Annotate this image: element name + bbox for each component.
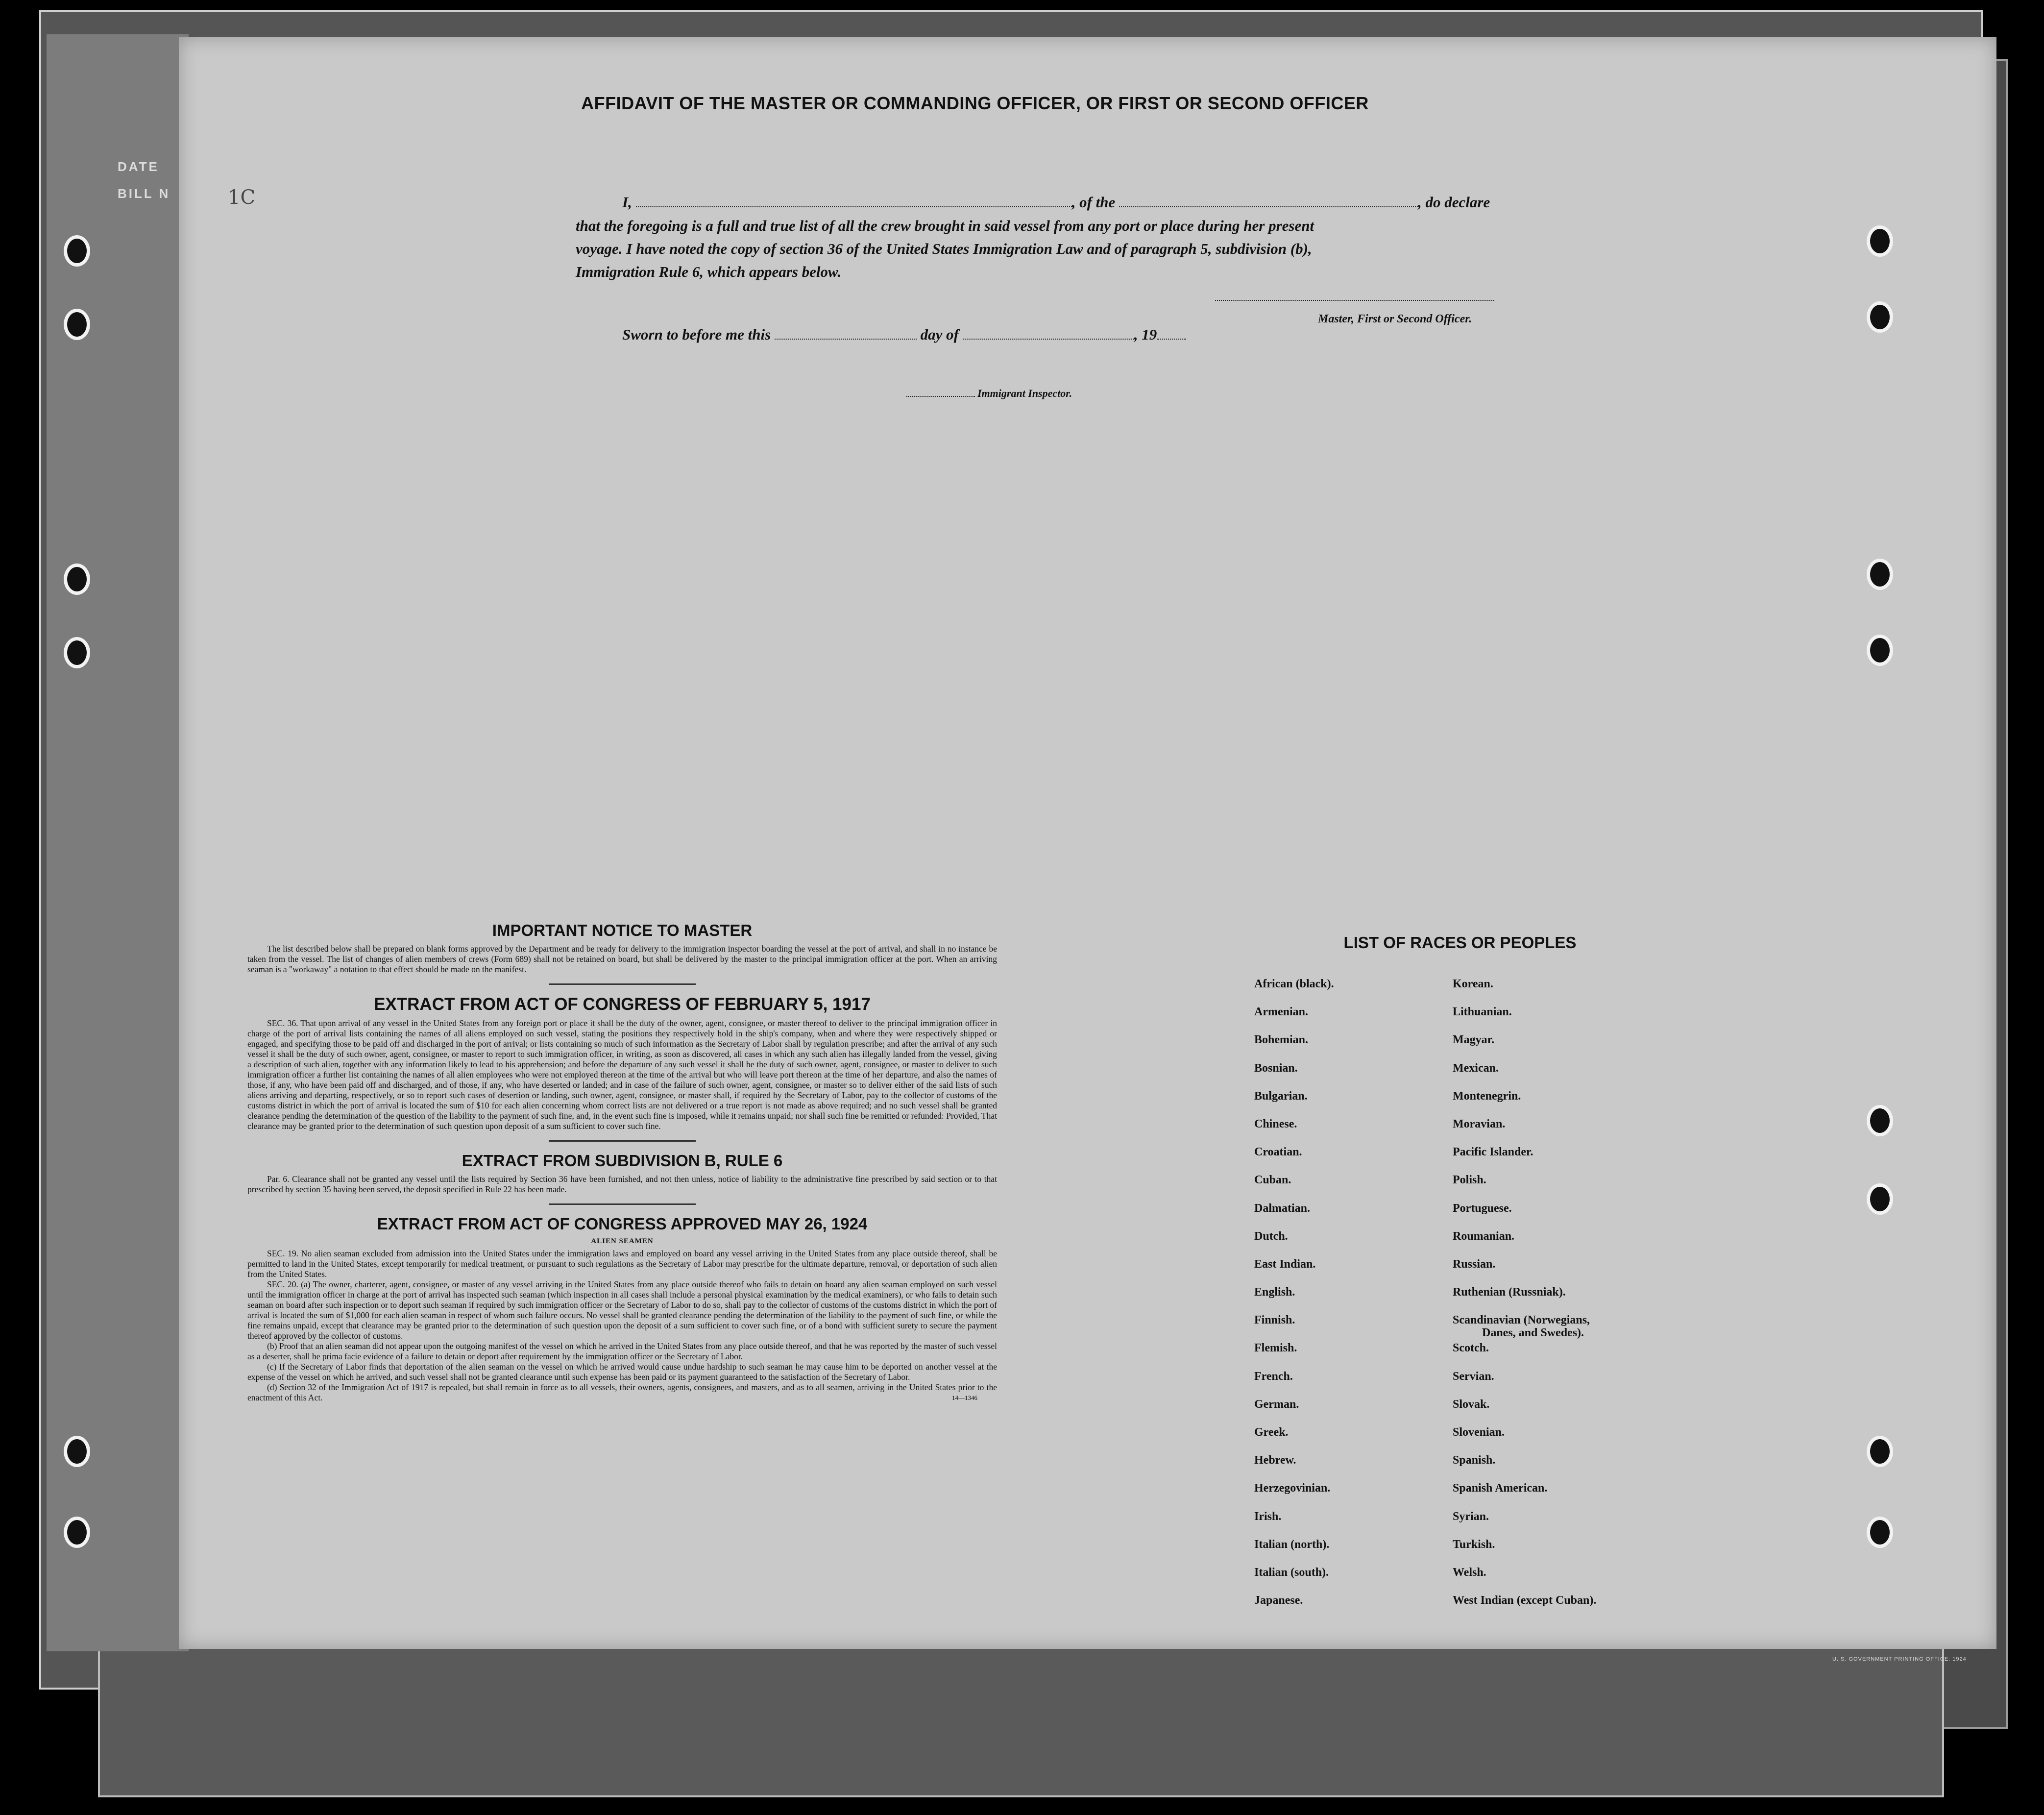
race-item: Scotch. [1453, 1342, 1489, 1355]
race-item: Roumanian. [1453, 1229, 1515, 1243]
binding-hole [1867, 225, 1893, 257]
affidavit-i: I, [622, 194, 632, 211]
race-item: Moravian. [1453, 1117, 1506, 1130]
race-item: Irish. [1254, 1510, 1282, 1523]
extract-rule6-title: EXTRACT FROM SUBDIVISION B, RULE 6 [462, 1152, 783, 1170]
extract-1924-title: EXTRACT FROM ACT OF CONGRESS APPROVED MAY 26, 1924 [377, 1215, 868, 1233]
underlying-sheet-bottom-edge [98, 1646, 1944, 1797]
bill-label: BILL N [118, 186, 170, 201]
race-item: Italian (south). [1254, 1566, 1329, 1579]
race-item: Syrian. [1453, 1510, 1489, 1523]
race-item: Spanish. [1453, 1454, 1496, 1467]
master-name-field[interactable] [636, 196, 1072, 207]
form-number: 14—1346 [952, 1394, 977, 1401]
handwritten-mark: 1C [228, 186, 256, 209]
divider [549, 1203, 696, 1205]
binding-hole [64, 235, 90, 267]
master-signature-label: Master, First or Second Officer. [1318, 313, 1472, 325]
inspector-signature-field[interactable] [906, 396, 975, 397]
race-item: Slovak. [1453, 1398, 1490, 1411]
race-item: East Indian. [1254, 1257, 1316, 1271]
race-item: Scandinavian (Norwegians, [1453, 1314, 1590, 1327]
alien-seamen-subtitle: ALIEN SEAMEN [591, 1237, 654, 1245]
binding-hole [64, 564, 90, 595]
sec20c-text: (c) If the Secretary of Labor finds that deportation of the alien seaman on the vessel on which he arrived would cause undue hardship to such seaman he may cause him to be deported on another vessel at the expense of the vessel on which he arrived, and such vessel shall not be granted clearance until such expense has been paid or its payment guaranteed to the satisfaction of the Secretary of Labor. [247, 1362, 997, 1382]
race-item: Magyar. [1453, 1033, 1495, 1047]
affidavit-declare: , do declare [1418, 194, 1490, 211]
left-margin-strip [47, 34, 189, 1651]
sec20b-text: (b) Proof that an alien seaman did not appear upon the outgoing manifest of the vessel on which he arrived in the United States from any place outside thereof, and that he was reported by the master of such vessel as a deserter, shall be prima facie evidence of a failure to detain or deport after requirement by the immigration officer or the Secretary of Labor. [247, 1341, 997, 1361]
affidavit-line-2: that the foregoing is a full and true list of all the crew brought in said vessel from any port or place during her present [576, 217, 1314, 234]
affidavit-line-1 [622, 194, 1490, 211]
master-signature-field[interactable] [1215, 300, 1494, 301]
race-item: German. [1254, 1398, 1299, 1411]
race-item: Dalmatian. [1254, 1202, 1310, 1215]
extract-1917-text: SEC. 36. That upon arrival of any vessel in the United States from any foreign port or place it shall be the duty of the owner, agent, consignee, or master thereof to deliver to the principal immigration officer in charge of the port of arrival lists containing the names of all aliens employed on such vessel, stating the positions they respectively hold in the ship's company, when and where they were respectively shipped or engaged, and specifying those to be paid off and discharged in the port of arrival; or lists containing so much of such information as the Secretary of Labor shall by regulation prescribe; and after the arrival of any such vessel it shall be the duty of such owner, agent, consignee, or master to report to such immigration officer, in writing, as soon as discovered, all cases in which any such alien has illegally landed from the vessel, giving a description of such alien, together with any information likely to lead to his apprehension; and before the departure of any such vessel it shall be the duty of such owner, agent, consignee, or master to deliver to such immigration officer a further list containing the names of all alien employees who were not employed thereon at the time of the arrival but who will leave port thereon at the time of her departure, and also the names of those, if any, who have been paid off and discharged, and of those, if any, who have deserted or landed; and in case of the failure of such owner, agent, consignee, or master so to deliver either of the said lists of such aliens arriving and departing, respectively, or so to report such cases of desertion or landing, such owner, agent, consignee, or master shall, if required by the Secretary of Labor, pay to the collector of customs of the customs district in which the port of arrival is located the sum of $10 for each alien concerning whom correct lists are not delivered or a true report is not made as above required; and no such vessel shall be granted clearance pending the determination of the question of the liability to the payment of such fine, and, in the event such fine is imposed, while it remains unpaid; nor shall such fine be remitted or refunded: Provided, That clearance may be granted prior to the determination of such question upon deposit of a sum sufficient to cover such fine. [247, 1018, 997, 1131]
races-title: LIST OF RACES OR PEOPLES [1343, 933, 1577, 952]
race-item: Italian (north). [1254, 1538, 1330, 1551]
affidavit-line-3: voyage. I have noted the copy of section 36 of the United States Immigration Law and of paragraph 5, subdivision (b), [576, 240, 1312, 257]
race-item: Servian. [1453, 1370, 1494, 1383]
race-item: Bohemian. [1254, 1033, 1309, 1047]
binding-hole [64, 309, 90, 340]
race-item: English. [1254, 1286, 1295, 1299]
race-item: Dutch. [1254, 1229, 1288, 1243]
race-item: Korean. [1453, 978, 1493, 990]
race-item: Armenian. [1254, 1006, 1308, 1019]
race-item: Croatian. [1254, 1146, 1302, 1159]
sworn-month-field[interactable] [963, 328, 1134, 340]
binding-hole [64, 637, 90, 668]
sec20a-text: SEC. 20. (a) The owner, charterer, agent, consignee, or master of any vessel arriving in the United States from any place outside thereof who fails to detain on board any alien seaman employed on such vessel until the immigration officer in charge at the port of arrival has inspected such seaman (which inspection in all cases shall include a personal physical examination by the medical examiners), or who fails to detain such seaman on board after such inspection or to deport such seaman if required by such immigration officer or the Secretary of Labor to do so, shall pay to the collector of customs of the customs district in which the port of arrival is located the sum of $1,000 for each alien seaman in respect of whom such failure occurs. No vessel shall be granted clearance pending the determination of the liability to the payment of such fine, or while the fine remains unpaid, except that clearance may be granted prior to the determination of such question upon the deposit of a sum sufficient to cover such fine, or of a bond with sufficient surety to secure the payment thereof approved by the collector of customs. [247, 1279, 997, 1341]
race-item: West Indian (except Cuban). [1453, 1594, 1597, 1607]
vessel-name-field[interactable] [1119, 196, 1418, 207]
binding-hole [1867, 559, 1893, 590]
date-label: DATE [118, 159, 159, 174]
race-item: Montenegrin. [1453, 1089, 1521, 1103]
binding-hole [64, 1517, 90, 1548]
extract-rule6-text: Par. 6. Clearance shall not be granted any vessel until the lists required by Section 36 have been furnished, and not then unless, notice of liability to the administrative fine prescribed by said section or to that prescribed by section 35 having been served, the deposit specified in Rule 22 has been made. [247, 1174, 997, 1194]
race-item: Bosnian. [1254, 1061, 1298, 1075]
binding-hole [1867, 635, 1893, 666]
extract-1917-title: EXTRACT FROM ACT OF CONGRESS OF FEBRUARY 5, 1917 [374, 995, 871, 1014]
race-item: Chinese. [1254, 1117, 1297, 1130]
sworn-line [622, 326, 1186, 343]
races-column-2 [1453, 978, 1596, 1622]
binding-hole [1867, 1105, 1893, 1136]
race-item: Mexican. [1453, 1061, 1499, 1075]
divider [549, 1140, 696, 1142]
notice-text: The list described below shall be prepared on blank forms approved by the Department and be ready for delivery to the immigration inspector boarding the vessel at the port of arrival, and shall in no instance be taken from the vessel. The list of changes of alien members of crews (Form 689) shall not be retained on board, but shall be delivered by the master to the principal immigration officer at the port. When an arriving seaman is a "workaway" a notation to that effect should be made on the manifest. [247, 944, 997, 974]
divider [549, 983, 696, 985]
inspector-label: Immigrant Inspector. [977, 387, 1072, 399]
race-item: Cuban. [1254, 1174, 1291, 1187]
legal-notices-column [247, 921, 997, 1402]
binding-hole [1867, 301, 1893, 333]
race-item: African (black). [1254, 978, 1334, 990]
binding-hole [64, 1436, 90, 1467]
affidavit-line-4: Immigration Rule 6, which appears below. [576, 263, 842, 280]
race-item: Danes, and Swedes). [1482, 1326, 1584, 1340]
race-item: Spanish American. [1453, 1482, 1548, 1495]
day-of-text: day of [920, 326, 959, 343]
race-item: Herzegovinian. [1254, 1482, 1331, 1495]
race-item: Lithuanian. [1453, 1006, 1512, 1019]
race-item: Pacific Islander. [1453, 1146, 1533, 1159]
race-item: Japanese. [1254, 1594, 1303, 1607]
races-column-1 [1254, 978, 1334, 1622]
printing-office-imprint: U. S. GOVERNMENT PRINTING OFFICE: 1924 [1832, 1656, 1967, 1662]
race-item: Polish. [1453, 1174, 1486, 1187]
sec20d-text: (d) Section 32 of the Immigration Act of 1917 is repealed, but shall remain in force as to all vessels, their owners, agents, consignees, and masters, and as to all seamen, arriving in the United States prior to the enactment of this Act. [247, 1382, 997, 1402]
race-item: Bulgarian. [1254, 1089, 1308, 1103]
race-item: Russian. [1453, 1257, 1496, 1271]
notice-title: IMPORTANT NOTICE TO MASTER [492, 921, 753, 939]
form-sheet [179, 37, 1996, 1649]
sworn-text: Sworn to before me this [622, 326, 771, 343]
race-item: French. [1254, 1370, 1293, 1383]
race-item: Greek. [1254, 1426, 1289, 1439]
race-item: Flemish. [1254, 1342, 1297, 1355]
affidavit-of-the: , of the [1071, 194, 1116, 211]
binding-hole [1867, 1517, 1893, 1548]
sec19-text: SEC. 19. No alien seaman excluded from admission into the United States under the immigration laws and employed on board any vessel arriving in the United States from any place outside thereof, shall be permitted to land in the United States, except temporarily for medical treatment, or pursuant to such regulations as the Secretary of Labor may prescribe for the ultimate departure, removal, or deportation of such alien from the United States. [247, 1249, 997, 1279]
sworn-day-field[interactable] [775, 328, 917, 340]
race-item: Portuguese. [1453, 1202, 1512, 1215]
binding-hole [1867, 1183, 1893, 1215]
binding-hole [1867, 1436, 1893, 1467]
affidavit-title: AFFIDAVIT OF THE MASTER OR COMMANDING OFFICER, OR FIRST OR SECOND OFFICER [581, 93, 1369, 113]
race-item: Finnish. [1254, 1314, 1295, 1327]
race-item: Hebrew. [1254, 1454, 1296, 1467]
year-prefix: , 19 [1134, 326, 1157, 343]
race-item: Ruthenian (Russniak). [1453, 1286, 1566, 1299]
race-item: Turkish. [1453, 1538, 1495, 1551]
race-item: Welsh. [1453, 1566, 1486, 1579]
race-item: Slovenian. [1453, 1426, 1505, 1439]
sworn-year-field[interactable] [1157, 328, 1186, 340]
